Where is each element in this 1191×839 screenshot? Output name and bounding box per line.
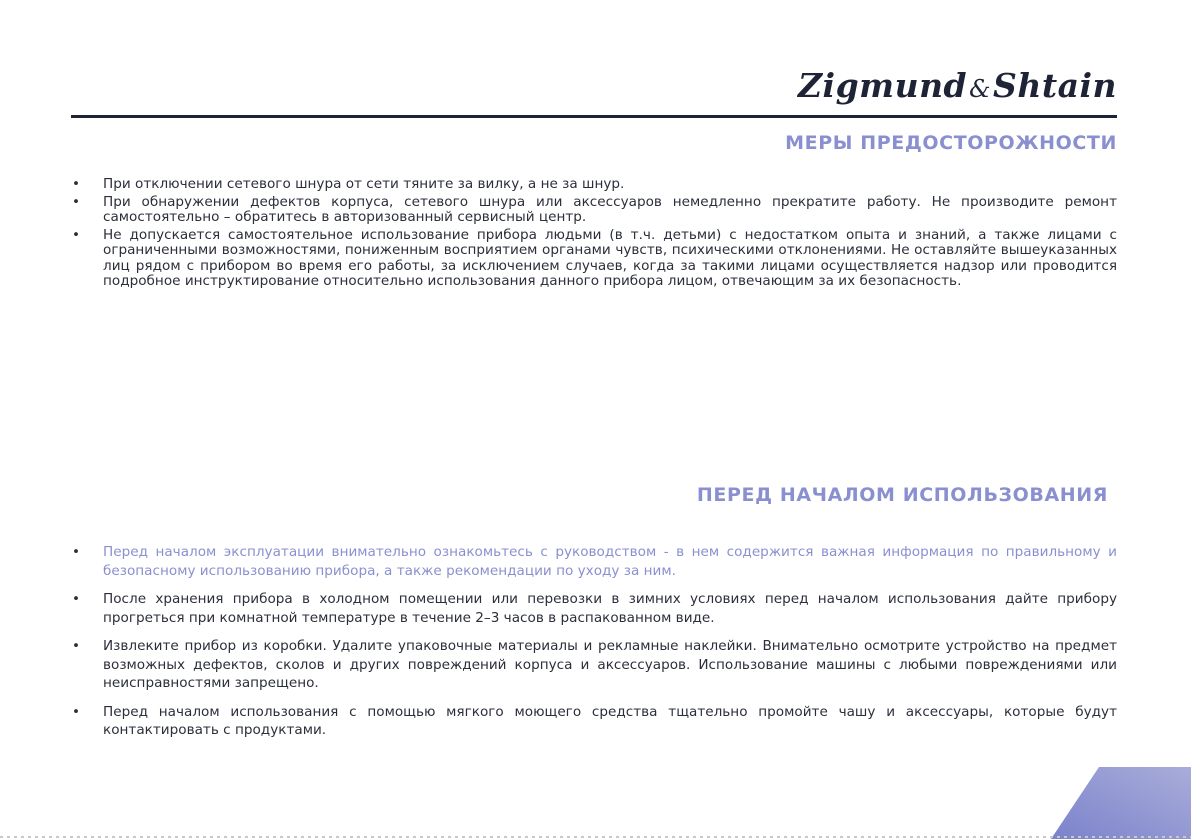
before-use-list — [71, 543, 1117, 750]
list-item: • Не допускается самостоятельное использование прибора людьми (в т.ч. детьми) с недостатком опыта и знаний, а также лицами с ограниченными возможностями, пониженным восприятием органами чувств, психическими отклонениями. Не оставляйте вышеуказанных лиц рядом с прибором во время его работы, за исключением случаев, когда за такими лицами осуществляется надзор или проводится подробное инструктирование относительно использования данного прибора лицом, отвечающим за их безопасность. — [71, 228, 1117, 290]
list-item: • Перед началом использования с помощью мягкого моющего средства тщательно промойте чашу и аксессуары, которые будут контактировать с продуктами. — [71, 703, 1117, 740]
precautions-list — [71, 177, 1117, 292]
list-item: • При отключении сетевого шнура от сети тяните за вилку, а не за шнур. — [71, 177, 1117, 193]
list-item: • Извлеките прибор из коробки. Удалите упаковочные материалы и рекламные наклейки. Внимательно осмотрите устройство на предмет возможных дефектов, сколов и других повреждений корпуса и аксессуаров. Использование машины с любыми повреждениями или неисправностями запрещено. — [71, 637, 1117, 693]
header-divider — [71, 115, 1117, 118]
list-item: • При обнаружении дефектов корпуса, сетевого шнура или аксессуаров немедленно прекратите работу. Не производите ремонт самостоятельно – обратитесь в авторизованный сервисный центр. — [71, 195, 1117, 226]
corner-decoration — [1051, 767, 1191, 839]
section-title-precautions: МЕРЫ ПРЕДОСТОРОЖНОСТИ — [785, 132, 1117, 154]
brand-logo — [798, 66, 1117, 105]
section-title-before-use: ПЕРЕД НАЧАЛОМ ИСПОЛЬЗОВАНИЯ — [696, 484, 1108, 506]
list-item: • После хранения прибора в холодном помещении или перевозки в зимних условиях перед началом использования дайте прибору прогреться при комнатной температуре в течение 2–3 часов в распакованном виде. — [71, 590, 1117, 627]
bottom-dotted-border — [0, 836, 1191, 838]
brand-name-right: Shtain — [993, 66, 1117, 105]
list-item-highlighted: • Перед началом эксплуатации внимательно ознакомьтесь с руководством - в нем содержится важная информация по правильному и безопасному использованию прибора, а также рекомендации по уходу за ним. — [71, 543, 1117, 580]
brand-name-left: Zigmund — [797, 66, 968, 105]
brand-ampersand: & — [969, 75, 992, 103]
